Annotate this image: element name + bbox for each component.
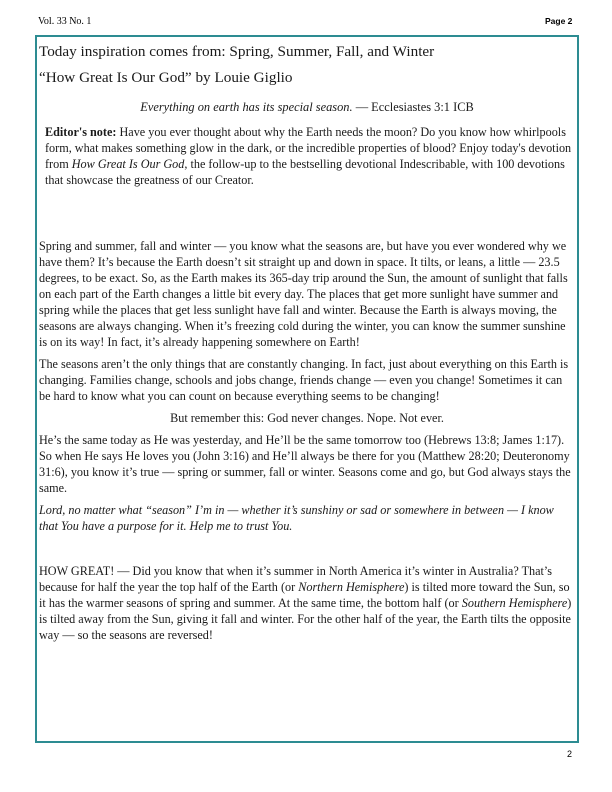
editor-note-text-end: , the follow-up to the bestselling devotional Indescribable, with 100 devotions that showcase the greatness of our Creator. [45,157,565,187]
paragraph-seasons: Spring and summer, fall and winter — you know what the seasons are, but have you ever wondered why we have them? It’s because the Earth doesn’t sit straight up and down in space. It tilts, or leans, a little — 23.5 degrees, to be exact. So, as the Earth makes its 365-day trip around the Sun, the amount of sunlight that falls on each part of the Earth changes a little bit every day. The places that get more sunlight have summer and spring while the places that get less sunlight have fall and winter. Because the Earth is always moving, the seasons are always changing. When it’s freezing cold during the winter, you can know the summer sunshine is on its way! In fact, it’s already happening somewhere on Earth! [39,239,568,349]
southern-hemisphere: Southern Hemisphere [461,596,568,610]
editor-note-label: Editor's note: [45,125,117,139]
verse-text: Everything on earth has its special season. [140,100,353,114]
article-subtitle: “How Great Is Our God” by Louie Giglio [39,69,293,86]
page-label: Page 2 [545,16,573,26]
paragraph-changing: The seasons aren’t the only things that are constantly changing. In fact, just about everything on this Earth is changing. Families change, schools and jobs change, friends change — even you change! Sometimes it can be hard to know what you can count on because everything seems to be changing! [39,357,569,403]
how-great-text-c: ) is tilted away from the Sun, giving it fall and winter. For the other half of the year, the Earth tilts the opposite way — so the seasons are reversed! [39,596,572,642]
editor-note [39,124,575,188]
paragraph-god-never-changes: But remember this: God never changes. Nope. Not ever. [170,411,444,425]
prayer: Lord, no matter what “season” I’m in — whether it’s sunshiny or sad or somewhere in between — I know that You have a purpose for it. Help me to trust You. [39,503,554,533]
paragraph-same-today: He’s the same today as He was yesterday, and He’ll be the same tomorrow too (Hebrews 13:8; James 1:17). So when He says He loves you (John 3:16) and He’ll always be there for you (Matthew 28:20; Deuteronomy 31:6), you know it’s true — spring or summer, fall or winter. Seasons come and go, but God always stays the same. [39,433,571,495]
scripture-verse [39,99,575,115]
how-great-text-b: ) is tilted more toward the Sun, so it has the warmer seasons of spring and summer. At the same time, the bottom half (or [39,580,570,610]
editor-note-text: Have you ever thought about why the Earth needs the moon? Do you know how whirlpools form, what makes something glow in the dark, or the incredible properties of blood? Enjoy today's devotion from [45,125,572,171]
book-title: How Great Is Our God [71,157,185,171]
article [39,38,575,643]
page-number: 2 [567,749,573,759]
how-great-text-a: HOW GREAT! — Did you know that when it’s summer in North America it’s winter in Australia? That’s because for half the year the top half of the Earth (or [39,564,553,594]
verse-reference: — Ecclesiastes 3:1 ICB [352,100,474,114]
article-title: Today inspiration comes from: Spring, Summer, Fall, and Winter [39,43,435,60]
paragraph-how-great [39,563,575,643]
northern-hemisphere: Northern Hemisphere [298,580,405,594]
volume-label: Vol. 33 No. 1 [38,16,92,27]
